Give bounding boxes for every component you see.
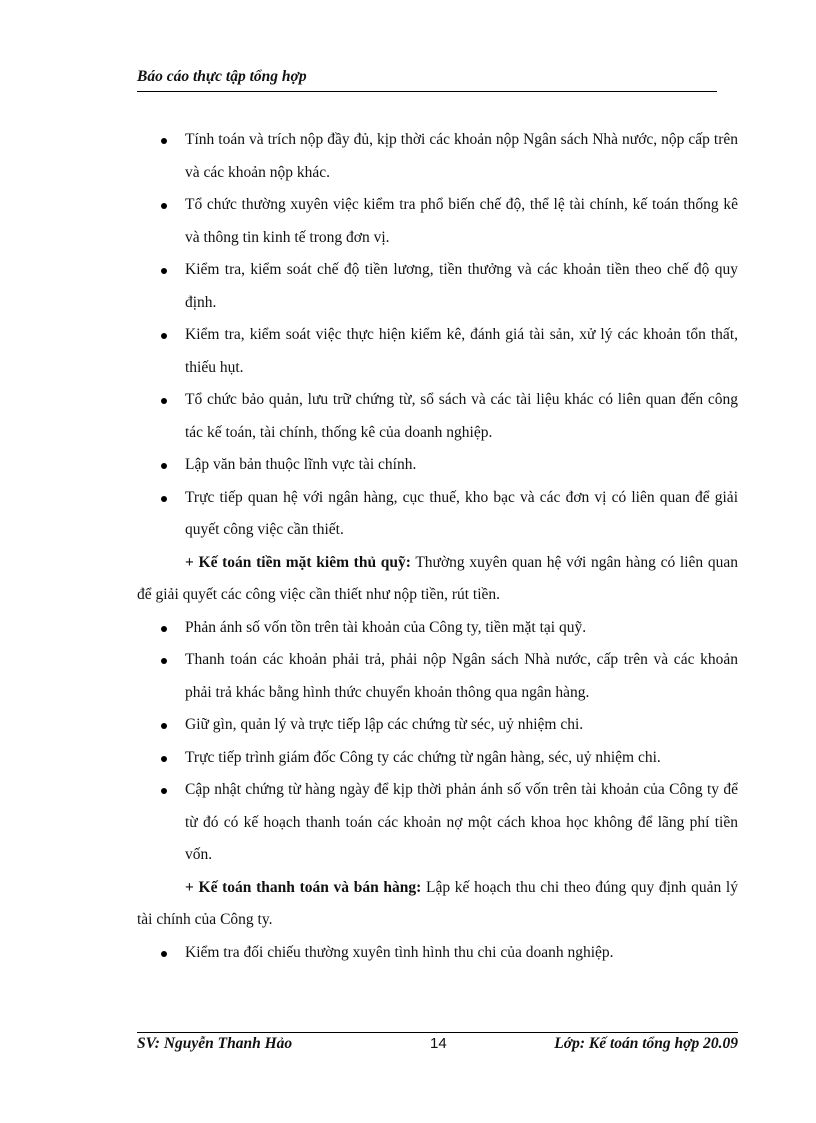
list-item: Trực tiếp trình giám đốc Công ty các chứng từ ngân hàng, séc, uỷ nhiệm chi. <box>137 742 738 775</box>
list-item: Tổ chức bảo quản, lưu trữ chứng từ, sổ sách và các tài liệu khác có liên quan đến công tác kế toán, tài chính, thống kê của doanh nghiệp. <box>137 384 738 449</box>
payment-sales-paragraph <box>137 872 738 937</box>
header-title: Báo cáo thực tập tổng hợp <box>137 68 307 85</box>
list-item: Giữ gìn, quản lý và trực tiếp lập các chứng từ séc, uỷ nhiệm chi. <box>137 709 738 742</box>
cash-accountant-heading: + Kế toán tiền mặt kiêm thủ quỹ: <box>185 553 411 571</box>
footer-student: SV: Nguyễn Thanh Hảo <box>137 1035 293 1052</box>
payment-sales-text: Lập kế hoạch thu chi theo đúng quy định quản lý tài chính của Công ty. <box>137 878 738 928</box>
cash-accountant-paragraph <box>137 547 738 612</box>
section2-list <box>137 612 738 872</box>
cash-accountant-text: Thường xuyên quan hệ với ngân hàng có liên quan để giải quyết các công việc cần thiết như nộp tiền, rút tiền. <box>137 553 738 603</box>
list-item: Tính toán và trích nộp đầy đủ, kịp thời các khoản nộp Ngân sách Nhà nước, nộp cấp trên và các khoản nộp khác. <box>137 124 738 189</box>
footer-rule <box>137 1032 738 1033</box>
list-item: Thanh toán các khoản phải trả, phải nộp Ngân sách Nhà nước, cấp trên và các khoản phải trả khác bằng hình thức chuyển khoản thông qua ngân hàng. <box>137 644 738 709</box>
document-body <box>137 124 738 969</box>
list-item: Kiểm tra, kiểm soát việc thực hiện kiểm kê, đánh giá tài sản, xử lý các khoản tổn thất, thiếu hụt. <box>137 319 738 384</box>
section3-list <box>137 937 738 970</box>
list-item: Kiểm tra, kiểm soát chế độ tiền lương, tiền thưởng và các khoản tiền theo chế độ quy định. <box>137 254 738 319</box>
footer-class: Lớp: Kế toán tổng hợp 20.09 <box>554 1035 738 1052</box>
section1-list <box>137 124 738 547</box>
header-rule <box>137 91 717 92</box>
list-item: Phản ánh số vốn tồn trên tài khoản của Công ty, tiền mặt tại quỹ. <box>137 612 738 645</box>
list-item: Kiểm tra đối chiếu thường xuyên tình hình thu chi của doanh nghiệp. <box>137 937 738 970</box>
payment-sales-heading: + Kế toán thanh toán và bán hàng: <box>185 878 422 896</box>
list-item: Cập nhật chứng từ hàng ngày để kịp thời phản ánh số vốn trên tài khoản của Công ty để từ đó có kế hoạch thanh toán các khoản nợ một cách khoa học không để lãng phí tiền vốn. <box>137 774 738 872</box>
list-item: Trực tiếp quan hệ với ngân hàng, cục thuế, kho bạc và các đơn vị có liên quan để giải quyết công việc cần thiết. <box>137 482 738 547</box>
list-item: Lập văn bản thuộc lĩnh vực tài chính. <box>137 449 738 482</box>
list-item: Tổ chức thường xuyên việc kiểm tra phổ biến chế độ, thể lệ tài chính, kế toán thống kê và thông tin kinh tế trong đơn vị. <box>137 189 738 254</box>
page-number: 14 <box>430 1035 447 1052</box>
